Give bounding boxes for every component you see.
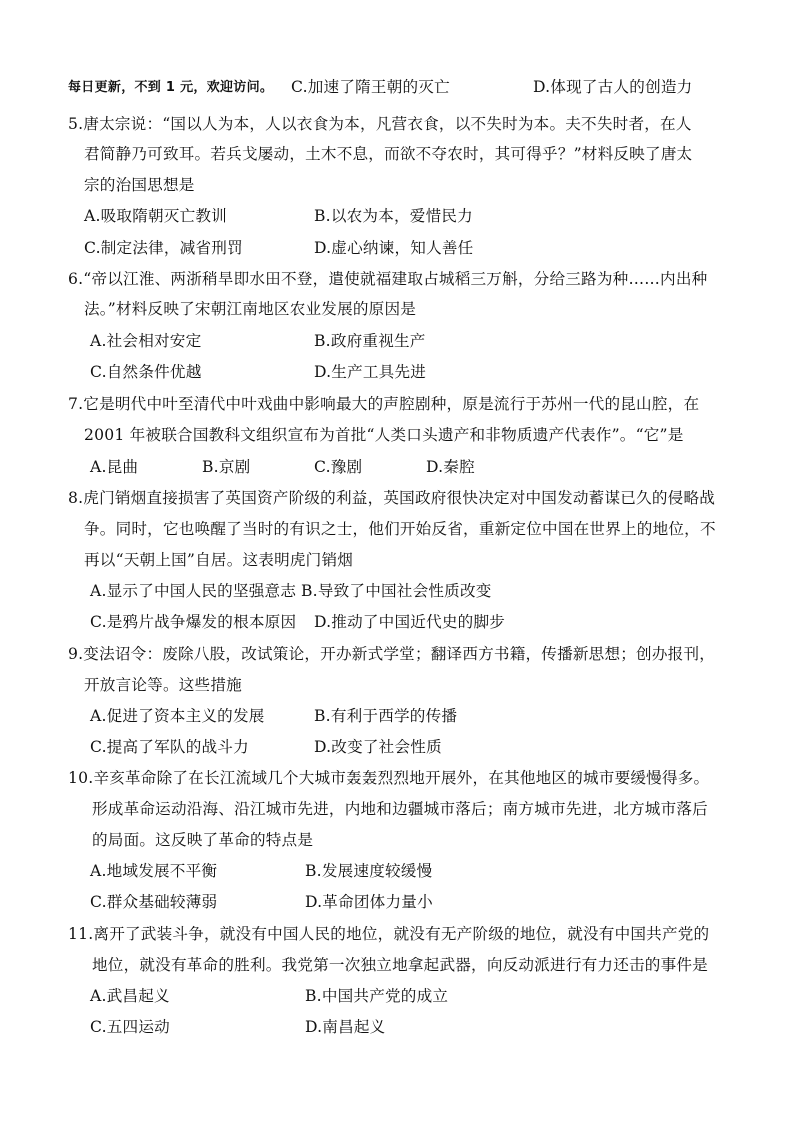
q11-stem-line-2: 地位，就没有革命的胜利。我党第一次独立地拿起武器，向反动派进行有力还击的事件是 bbox=[92, 956, 708, 974]
q9-stem-line-1: 9.变法诏令：废除八股，改试策论，开办新式学堂；翻译西方书籍，传播新思想；创办报刊， bbox=[68, 645, 716, 663]
q6-stem-line-2: 法。”材料反映了宋朝江南地区农业发展的原因是 bbox=[84, 300, 417, 318]
q9-stem-line-2: 开放言论等。这些措施 bbox=[84, 676, 242, 694]
q5-stem-line-2: 君简静乃可致耳。若兵戈屡动，土木不息，而欲不夺农时，其可得乎？”材料反映了唐太 bbox=[84, 145, 693, 163]
q9-option-d: D.改变了社会性质 bbox=[314, 738, 442, 756]
q10-option-b: B.发展速度较缓慢 bbox=[305, 862, 433, 880]
q5-stem-line-1: 5.唐太宗说：“国以人为本，人以衣食为本，凡营衣食，以不失时为本。夫不失时者，在人 bbox=[68, 115, 692, 133]
q11-option-d: D.南昌起义 bbox=[305, 1018, 386, 1036]
q6-option-c: C.自然条件优越 bbox=[90, 363, 202, 381]
q6-option-d: D.生产工具先进 bbox=[314, 363, 427, 381]
q7-option-c: C.豫剧 bbox=[314, 458, 363, 476]
prev-option-c: C.加速了隋王朝的灭亡 bbox=[291, 78, 450, 96]
q7-stem-line-2: 2001 年被联合国教科文组织宣布为首批“人类口头遗产和非物质遗产代表作”。“它”是 bbox=[84, 426, 684, 444]
q7-option-d: D.秦腔 bbox=[426, 458, 475, 476]
q10-stem-line-2: 形成革命运动沿海、沿江城市先进，内地和边疆城市落后；南方城市先进，北方城市落后 bbox=[92, 800, 708, 818]
q5-option-c: C.制定法律，减省刑罚 bbox=[84, 239, 243, 257]
q11-stem-line-1: 11.离开了武装斗争，就没有中国人民的地位，就没有无产阶级的地位，就没有中国共产党的 bbox=[68, 925, 710, 943]
q9-option-c: C.提高了军队的战斗力 bbox=[90, 738, 249, 756]
q6-option-a: A.社会相对安定 bbox=[90, 332, 202, 350]
header-notice: 每日更新，不到 1 元，欢迎访问。 bbox=[68, 80, 274, 95]
q9-option-b: B.有利于西学的传播 bbox=[314, 707, 458, 725]
q7-option-a: A.昆曲 bbox=[90, 458, 139, 476]
q8-option-a: A.显示了中国人民的坚强意志 bbox=[90, 582, 297, 600]
q8-option-b: B.导致了中国社会性质改变 bbox=[301, 582, 492, 600]
q10-stem-line-3: 的局面。这反映了革命的特点是 bbox=[92, 831, 314, 849]
q10-option-a: A.地域发展不平衡 bbox=[90, 862, 218, 880]
q11-option-b: B.中国共产党的成立 bbox=[305, 987, 449, 1005]
q5-stem-line-3: 宗的治国思想是 bbox=[84, 176, 195, 194]
q10-stem-line-1: 10.辛亥革命除了在长江流域几个大城市轰轰烈烈地开展外，在其他地区的城市要缓慢得多。 bbox=[68, 769, 710, 787]
q8-option-c: C.是鸦片战争爆发的根本原因 bbox=[90, 613, 297, 631]
q6-option-b: B.政府重视生产 bbox=[314, 332, 426, 350]
q7-option-b: B.京剧 bbox=[202, 458, 251, 476]
q8-stem-line-2: 争。同时，它也唤醒了当时的有识之士，他们开始反省，重新定位中国在世界上的地位，不 bbox=[84, 520, 716, 538]
q5-option-b: B.以农为本，爱惜民力 bbox=[314, 207, 473, 225]
q10-option-c: C.群众基础较薄弱 bbox=[90, 893, 218, 911]
q8-stem-line-3: 再以“天朝上国”自居。这表明虎门销烟 bbox=[84, 551, 354, 569]
q5-option-a: A.吸取隋朝灭亡教训 bbox=[84, 207, 227, 225]
q10-option-d: D.革命团体力量小 bbox=[305, 893, 433, 911]
q7-stem-line-1: 7.它是明代中叶至清代中叶戏曲中影响最大的声腔剧种，原是流行于苏州一代的昆山腔，在 bbox=[68, 395, 700, 413]
q6-stem-line-1: 6.“帝以江淮、两浙稍旱即水田不登，遣使就福建取占城稻三万斛，分给三路为种……内出种 bbox=[68, 270, 708, 288]
q8-stem-line-1: 8.虎门销烟直接损害了英国资产阶级的利益，英国政府很快决定对中国发动蓄谋已久的侵略战 bbox=[68, 489, 716, 507]
q5-option-d: D.虚心纳谏，知人善任 bbox=[314, 239, 474, 257]
q11-option-c: C.五四运动 bbox=[90, 1018, 170, 1036]
prev-option-d: D.体现了古人的创造力 bbox=[533, 78, 693, 96]
q11-option-a: A.武昌起义 bbox=[90, 987, 170, 1005]
q8-option-d: D.推动了中国近代史的脚步 bbox=[314, 613, 506, 631]
q9-option-a: A.促进了资本主义的发展 bbox=[90, 707, 265, 725]
